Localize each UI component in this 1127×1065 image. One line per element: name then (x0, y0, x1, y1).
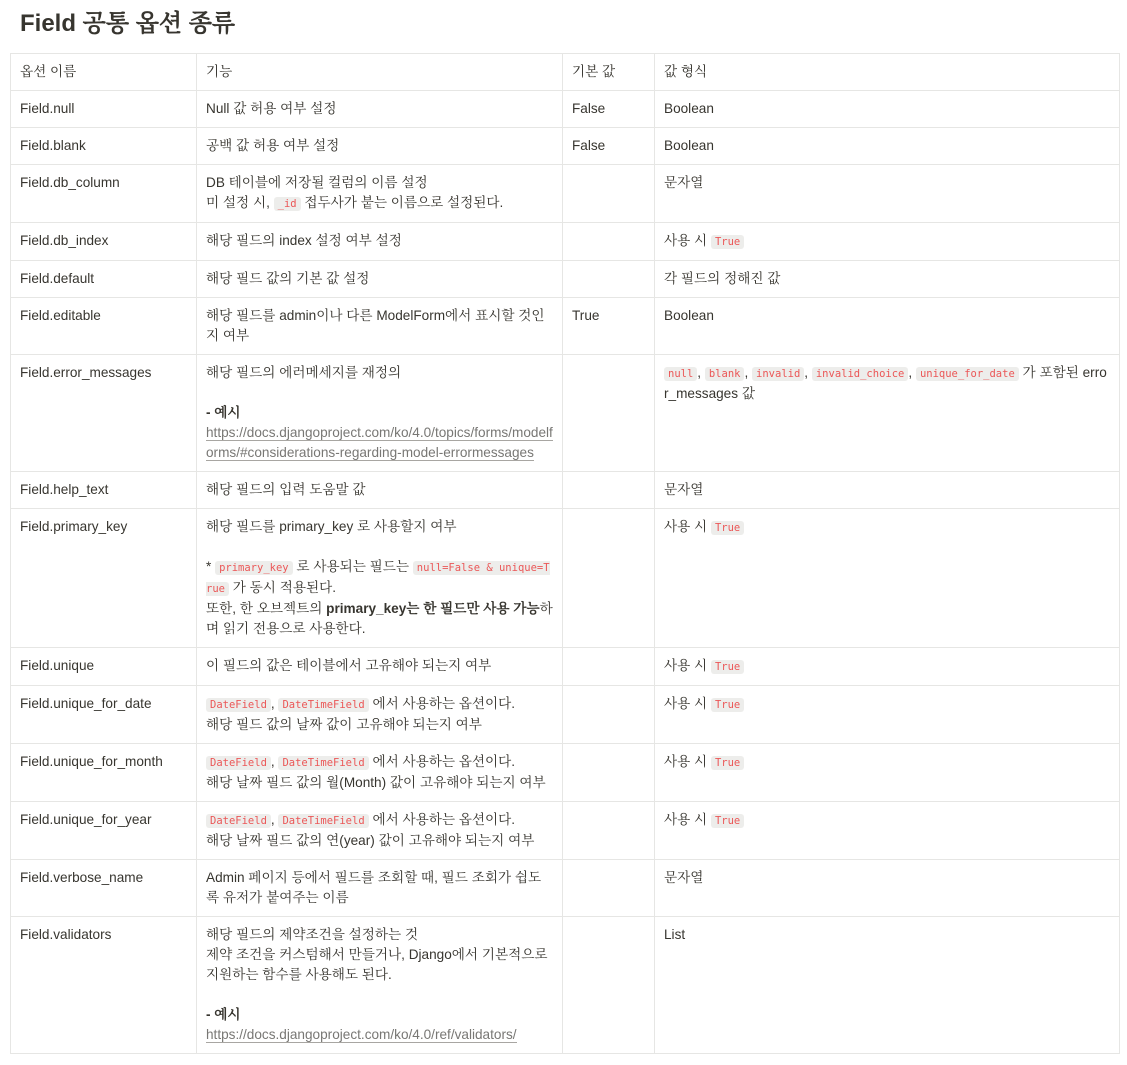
inline-code: DateTimeField (278, 698, 368, 712)
text-fragment: 로 사용되는 필드는 (296, 559, 410, 574)
description-line: 해당 필드의 에러메세지를 재정의 (206, 365, 402, 380)
table-row (11, 261, 1120, 298)
format-cell: 각 필드의 정해진 값 (655, 261, 1120, 298)
description-line (206, 599, 553, 639)
text-fragment: 사용 시 (664, 233, 708, 248)
blank-line (206, 537, 553, 557)
header-value-format: 값 형식 (655, 54, 1120, 91)
option-name-cell: Field.db_index (11, 223, 197, 261)
inline-code: invalid_choice (812, 367, 909, 381)
function-cell: 공백 값 허용 여부 설정 (197, 128, 563, 165)
format-cell (655, 355, 1120, 472)
text-fragment: 가 동시 적용된다. (232, 580, 337, 595)
description-line (206, 694, 553, 715)
separator: , (744, 365, 749, 380)
format-cell: Boolean (655, 91, 1120, 128)
format-cell (655, 802, 1120, 860)
inline-code: _id (274, 197, 301, 211)
description-line: 해당 날짜 필드 값의 연(year) 값이 고유해야 되는지 여부 (206, 833, 535, 848)
page-title: Field 공통 옵션 종류 (20, 10, 236, 37)
text-fragment: 접두사가 붙는 이름으로 설정된다. (304, 195, 504, 210)
text-fragment: 미 설정 시, (206, 195, 270, 210)
function-cell (197, 509, 563, 648)
table-row (11, 860, 1120, 917)
format-cell (655, 223, 1120, 261)
function-cell: Admin 페이지 등에서 필드를 조회할 때, 필드 조회가 쉽도록 유저가 붙여주는 이름 (197, 860, 563, 917)
table-row (11, 648, 1120, 686)
table-row (11, 165, 1120, 223)
bold-text: primary_key는 한 필드만 사용 가능 (326, 601, 540, 616)
format-cell: 문자열 (655, 165, 1120, 223)
default-cell (563, 355, 655, 472)
text-fragment: 하며 읽기 전용으로 사용한다. (206, 601, 553, 636)
option-name-cell: Field.verbose_name (11, 860, 197, 917)
function-cell (197, 165, 563, 223)
option-name-cell: Field.help_text (11, 472, 197, 509)
description-line: 해당 필드를 primary_key 로 사용할지 여부 (206, 519, 457, 534)
function-cell (197, 802, 563, 860)
separator: , (270, 754, 275, 769)
inline-code: True (711, 814, 744, 828)
format-cell (655, 744, 1120, 802)
option-name-cell: Field.unique_for_date (11, 686, 197, 744)
default-cell (563, 802, 655, 860)
function-cell (197, 917, 563, 1054)
inline-code: DateField (206, 756, 271, 770)
example-link[interactable]: https://docs.djangoproject.com/ko/4.0/ref/validators/ (206, 1027, 517, 1042)
text-fragment: 사용 시 (664, 658, 708, 673)
function-cell (197, 355, 563, 472)
table-row (11, 744, 1120, 802)
option-name-cell: Field.unique_for_year (11, 802, 197, 860)
header-function: 기능 (197, 54, 563, 91)
format-cell: List (655, 917, 1120, 1054)
option-name-cell: Field.db_column (11, 165, 197, 223)
inline-code: True (711, 521, 744, 535)
table-row (11, 917, 1120, 1054)
table-row (11, 298, 1120, 355)
header-default-value: 기본 값 (563, 54, 655, 91)
inline-code: null=False & unique=True (206, 562, 550, 595)
format-cell: Boolean (655, 128, 1120, 165)
table-row (11, 91, 1120, 128)
function-cell: Null 값 허용 여부 설정 (197, 91, 563, 128)
description-line: 해당 필드 값의 날짜 값이 고유해야 되는지 여부 (206, 717, 482, 732)
option-name-cell: Field.unique_for_month (11, 744, 197, 802)
text-fragment: 에서 사용하는 옵션이다. (372, 754, 516, 769)
separator: , (270, 696, 275, 711)
description-line (206, 752, 553, 773)
table-row (11, 128, 1120, 165)
default-cell: False (563, 91, 655, 128)
default-cell (563, 509, 655, 648)
text-fragment: 사용 시 (664, 519, 708, 534)
text-fragment: 에서 사용하는 옵션이다. (372, 696, 516, 711)
table-row (11, 472, 1120, 509)
format-cell (655, 686, 1120, 744)
inline-code: blank (705, 367, 745, 381)
function-cell (197, 686, 563, 744)
inline-code: DateField (206, 814, 271, 828)
description-line (206, 193, 553, 214)
format-cell: Boolean (655, 298, 1120, 355)
description-line: DB 테이블에 저장될 컬럼의 이름 설정 (206, 175, 428, 190)
option-name-cell: Field.default (11, 261, 197, 298)
description-line (206, 557, 553, 599)
header-option-name: 옵션 이름 (11, 54, 197, 91)
function-cell: 이 필드의 값은 테이블에서 고유해야 되는지 여부 (197, 648, 563, 686)
default-cell (563, 165, 655, 223)
text-fragment: 가 포함된 error_messages 값 (664, 365, 1107, 401)
default-cell (563, 744, 655, 802)
table-row (11, 355, 1120, 472)
separator: , (908, 365, 913, 380)
inline-code: True (711, 660, 744, 674)
option-name-cell: Field.null (11, 91, 197, 128)
inline-code: invalid (752, 367, 804, 381)
separator: , (804, 365, 809, 380)
inline-code: True (711, 756, 744, 770)
default-cell: True (563, 298, 655, 355)
example-label: - 예시 (206, 1007, 241, 1022)
table-header-row (11, 54, 1120, 91)
inline-code: primary_key (215, 561, 293, 575)
format-cell: 문자열 (655, 860, 1120, 917)
function-cell: 해당 필드의 index 설정 여부 설정 (197, 223, 563, 261)
function-cell: 해당 필드를 admin이나 다른 ModelForm에서 표시할 것인지 여부 (197, 298, 563, 355)
format-cell: 문자열 (655, 472, 1120, 509)
format-cell (655, 509, 1120, 648)
table-row (11, 802, 1120, 860)
option-name-cell: Field.error_messages (11, 355, 197, 472)
description-line (206, 810, 553, 831)
example-link[interactable]: https://docs.djangoproject.com/ko/4.0/topics/forms/modelforms/#considerations-regarding-model-errormessages (206, 425, 553, 460)
separator: , (697, 365, 702, 380)
option-name-cell: Field.editable (11, 298, 197, 355)
separator: , (270, 812, 275, 827)
description-line: 해당 필드의 제약조건을 설정하는 것 (206, 927, 419, 942)
text-fragment: 사용 시 (664, 696, 708, 711)
function-cell: 해당 필드의 입력 도움말 값 (197, 472, 563, 509)
default-cell: False (563, 128, 655, 165)
default-cell (563, 686, 655, 744)
text-fragment: 에서 사용하는 옵션이다. (372, 812, 516, 827)
description-line: 해당 날짜 필드 값의 월(Month) 값이 고유해야 되는지 여부 (206, 775, 546, 790)
default-cell (563, 860, 655, 917)
text-fragment: 또한, 한 오브젝트의 (206, 601, 323, 616)
default-cell (563, 472, 655, 509)
inline-code: DateTimeField (278, 814, 368, 828)
inline-code: DateTimeField (278, 756, 368, 770)
inline-code: unique_for_date (916, 367, 1019, 381)
inline-code: True (711, 235, 744, 249)
default-cell (563, 917, 655, 1054)
inline-code: DateField (206, 698, 271, 712)
option-name-cell: Field.validators (11, 917, 197, 1054)
blank-line (206, 985, 553, 1005)
default-cell (563, 223, 655, 261)
format-cell (655, 648, 1120, 686)
table-row (11, 223, 1120, 261)
inline-code: null (664, 367, 697, 381)
example-label: - 예시 (206, 405, 241, 420)
blank-line (206, 383, 553, 403)
table-row (11, 509, 1120, 648)
default-cell (563, 261, 655, 298)
options-table (10, 53, 1120, 1054)
table-row (11, 686, 1120, 744)
option-name-cell: Field.blank (11, 128, 197, 165)
function-cell (197, 744, 563, 802)
description-line: 제약 조건을 커스텀해서 만들거나, Django에서 기본적으로 지원하는 함수를 사용해도 된다. (206, 947, 548, 982)
option-name-cell: Field.primary_key (11, 509, 197, 648)
option-name-cell: Field.unique (11, 648, 197, 686)
text-fragment: 사용 시 (664, 812, 708, 827)
inline-code: True (711, 698, 744, 712)
text-fragment: 사용 시 (664, 754, 708, 769)
text-fragment: * (206, 559, 212, 574)
function-cell: 해당 필드 값의 기본 값 설정 (197, 261, 563, 298)
default-cell (563, 648, 655, 686)
